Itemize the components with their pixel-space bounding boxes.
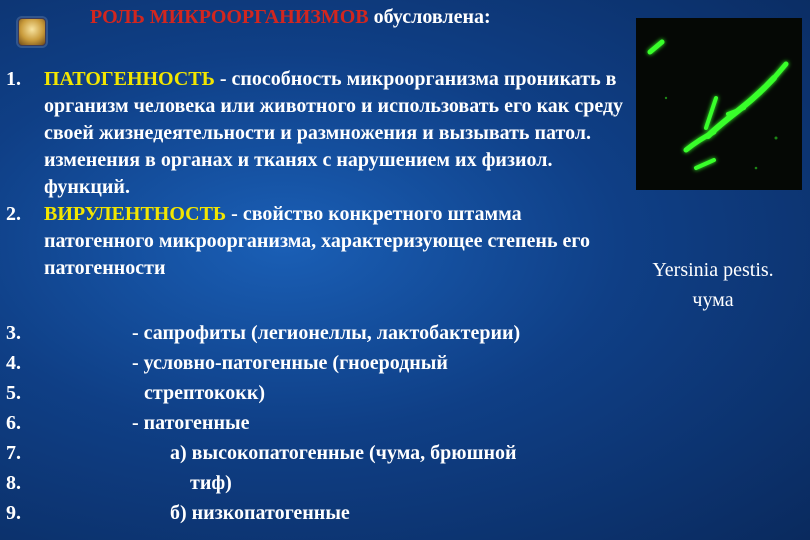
type-line: - сапрофиты (легионеллы, лактобактерии) (132, 322, 521, 344)
micrograph-caption (618, 255, 808, 315)
type-line: - патогенные (132, 412, 250, 434)
title-rest: обусловлена: (373, 6, 491, 28)
list-number: 9. (6, 502, 21, 524)
list-number: 5. (6, 382, 21, 404)
item-number: 2. (6, 203, 21, 225)
numbers-column (6, 318, 21, 528)
emblem-icon (18, 18, 46, 46)
caption-species: Yersinia pestis. (652, 259, 774, 281)
definition-item-1 (6, 66, 636, 201)
list-number: 7. (6, 442, 21, 464)
type-line: тиф) (190, 472, 232, 494)
definition-text: - способность микроорганизма проникать в организм человека или животного и использовать его как среду своей жизнедеятельности и размножения и вызывать патол. изменения в органах и тканях с нарушением их физиол. функций. (44, 68, 624, 198)
list-number: 6. (6, 412, 21, 434)
definition-text: - свойство конкретного штамма патогенного микроорганизма, характеризующее степень его патогенности (44, 203, 590, 279)
type-line: стрептококк) (144, 382, 265, 404)
term-virulence: ВИРУЛЕНТНОСТЬ (44, 203, 227, 225)
list-number: 4. (6, 352, 21, 374)
bacteria-micrograph (636, 18, 802, 190)
definition-item-2 (6, 201, 636, 282)
item-number: 1. (6, 68, 21, 90)
list-number: 8. (6, 472, 21, 494)
item-text (44, 66, 636, 201)
microorganism-types (132, 318, 520, 528)
type-line: - условно-патогенные (гноеродный (132, 352, 448, 374)
type-line: б) низкопатогенные (170, 502, 350, 524)
type-line: а) высокопатогенные (чума, брюшной (170, 442, 517, 464)
definitions-list (6, 66, 636, 282)
list-number: 3. (6, 322, 21, 344)
bacteria-image (636, 18, 802, 190)
slide-title (90, 6, 491, 29)
title-main: РОЛЬ МИКРООРГАНИЗМОВ (90, 6, 369, 28)
item-text (44, 201, 636, 282)
term-pathogenicity: ПАТОГЕННОСТЬ (44, 68, 215, 90)
caption-disease: чума (692, 289, 734, 311)
